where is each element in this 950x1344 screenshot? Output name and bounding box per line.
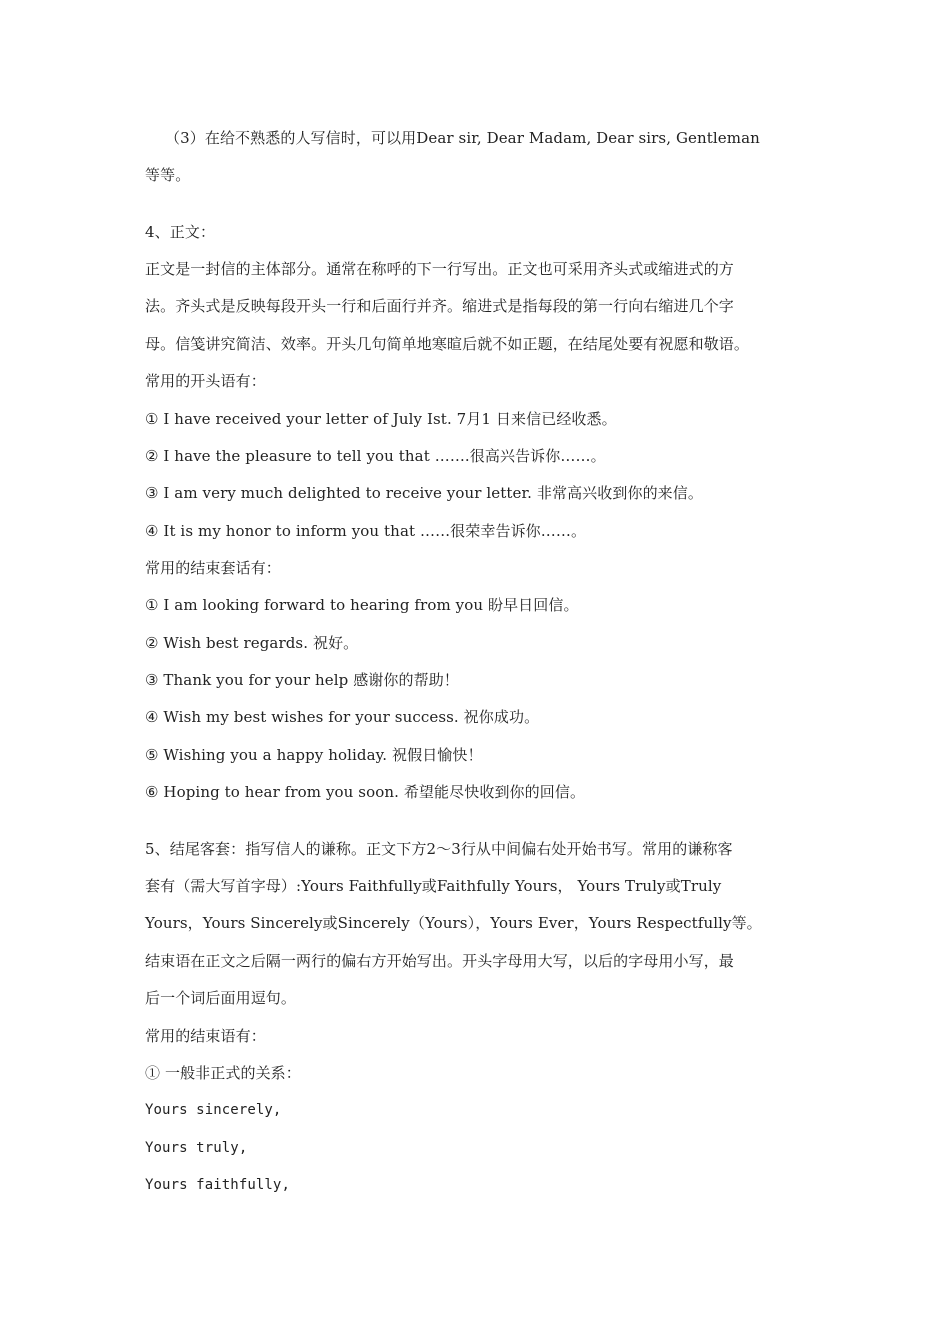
closing-phrase-item: ⑥ Hoping to hear from you soon. 希望能尽快收到你的回信。 xyxy=(145,783,586,801)
opening-phrase-item: ④ It is my honor to inform you that ……很荣幸告诉你……。 xyxy=(145,522,587,540)
section-4-heading: 4、正文： xyxy=(145,223,216,241)
closing-phrases-heading: 常用的结束套话有： xyxy=(145,559,281,577)
opening-phrase-item: ① I have received your letter of July Ist. 7月1 日来信已经收悉。 xyxy=(145,410,617,428)
informal-ending-item: Yours truly, xyxy=(145,1140,248,1156)
section-5-paragraph-line: 套有（需大写首字母）:Yours Faithfully或Faithfully Yours， Yours Truly或Truly xyxy=(145,877,722,895)
section-5-paragraph-line: 结束语在正文之后隔一两行的偏右方开始写出。开头字母用大写，以后的字母用小写，最 xyxy=(145,952,734,970)
opening-phrase-item: ② I have the pleasure to tell you that …….很高兴告诉你……。 xyxy=(145,447,606,465)
item-3-line-1: （3）在给不熟悉的人写信时，可以用Dear sir, Dear Madam, Dear sirs, Gentleman xyxy=(165,129,760,147)
informal-ending-item: Yours sincerely, xyxy=(145,1102,282,1118)
opening-phrase-item: ③ I am very much delighted to receive your letter. 非常高兴收到你的来信。 xyxy=(145,484,703,502)
item-3-line-2: 等等。 xyxy=(145,166,191,184)
opening-phrases-heading: 常用的开头语有： xyxy=(145,372,266,390)
closing-phrase-item: ⑤ Wishing you a happy holiday. 祝假日愉快！ xyxy=(145,746,483,764)
closing-phrase-item: ② Wish best regards. 祝好。 xyxy=(145,634,359,652)
ending-phrases-heading: 常用的结束语有： xyxy=(145,1027,266,1045)
closing-phrase-item: ① I am looking forward to hearing from you 盼早日回信。 xyxy=(145,596,579,614)
informal-relation-heading: ① 一般非正式的关系： xyxy=(145,1064,301,1082)
closing-phrase-item: ④ Wish my best wishes for your success. 祝你成功。 xyxy=(145,708,540,726)
informal-ending-item: Yours faithfully, xyxy=(145,1177,290,1193)
body-paragraph-line: 法。齐头式是反映每段开头一行和后面行并齐。缩进式是指每段的第一行向右缩进几个字 xyxy=(145,297,734,315)
section-5-paragraph-line: Yours，Yours Sincerely或Sincerely（Yours），Yours Ever，Yours Respectfully等。 xyxy=(145,914,762,932)
body-paragraph-line: 正文是一封信的主体部分。通常在称呼的下一行写出。正文也可采用齐头式或缩进式的方 xyxy=(145,260,734,278)
closing-phrase-item: ③ Thank you for your help 感谢你的帮助！ xyxy=(145,671,459,689)
section-5-paragraph-line: 5、结尾客套：指写信人的谦称。正文下方2～3行从中间偏右处开始书写。常用的谦称客 xyxy=(145,840,733,858)
body-paragraph-line: 母。信笺讲究简洁、效率。开头几句简单地寒暄后就不如正题，在结尾处要有祝愿和敬语。 xyxy=(145,335,750,353)
section-5-paragraph-line: 后一个词后面用逗句。 xyxy=(145,989,297,1007)
